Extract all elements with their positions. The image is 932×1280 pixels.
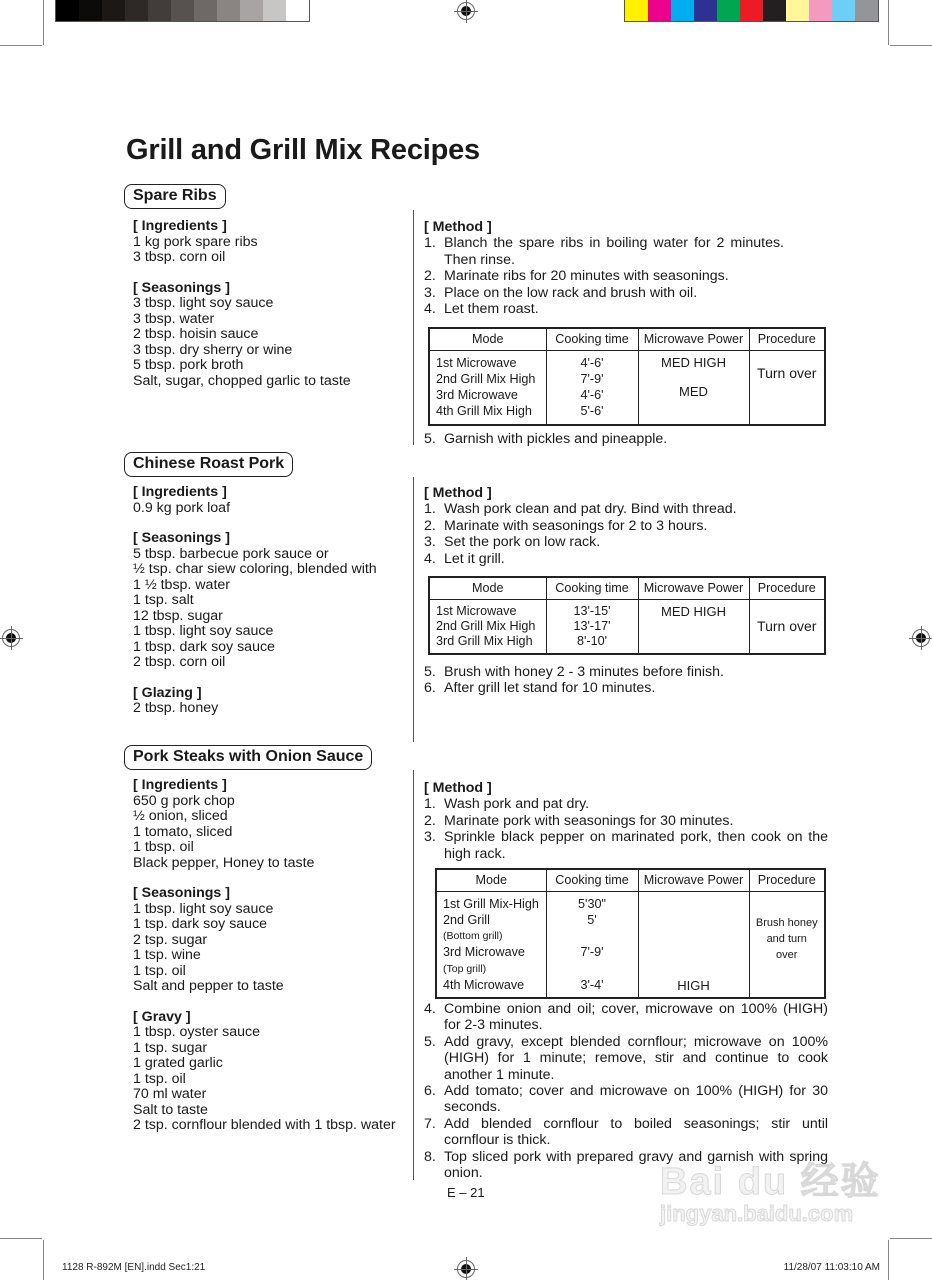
ingredient-item: 0.9 kg pork loaf: [133, 499, 231, 516]
crop-mark: [43, 1240, 44, 1280]
method-step: 1. Wash pork and pat dry.: [424, 796, 590, 813]
col-header-cooking-time: Cooking time: [546, 869, 638, 891]
col-header-procedure: Procedure: [749, 328, 825, 350]
ingredient-item: 1 tbsp. light soy sauce: [133, 623, 274, 639]
ingredient-item: 5 tbsp. barbecue pork sauce or: [133, 545, 329, 562]
cooking-table-pork-steaks: [435, 868, 826, 999]
method-heading: [ Method ]: [424, 485, 492, 501]
microwave-power-cell: MED HIGH MED: [638, 350, 749, 425]
column-divider: [413, 210, 414, 445]
chinese-roast-pork-method-after: [424, 664, 828, 697]
col-header-microwave-power: Microwave Power: [638, 577, 749, 599]
ingredient-item: 2 tsp. sugar: [133, 931, 208, 948]
spare-ribs-method: [424, 219, 828, 317]
registration-mark-icon: [457, 1260, 475, 1278]
method-step: 2. Marinate ribs for 20 minutes with seasonings.: [424, 268, 729, 285]
color-swatch: [763, 0, 786, 21]
recipe-title-spare-ribs: Spare Ribs: [124, 184, 226, 209]
cooking-time-cell: 13'-15' 13'-17' 8'-10': [546, 599, 638, 654]
crop-mark: [890, 1238, 932, 1239]
cooking-time-cell: 5'30" 5' 7'-9' 3'-4': [546, 891, 638, 998]
ingredient-item: 1 kg pork spare ribs: [133, 233, 258, 250]
color-swatch: [79, 0, 102, 21]
method-step: 5. Brush with honey 2 - 3 minutes before finish.: [424, 664, 724, 680]
section-heading: [ Gravy ]: [133, 1008, 191, 1025]
color-swatch: [717, 0, 740, 21]
color-swatch: [786, 0, 809, 21]
registration-mark-icon: [457, 2, 475, 20]
ingredient-item: 3 tbsp. corn oil: [133, 249, 226, 265]
method-step: 2. Marinate with seasonings for 2 to 3 hours.: [424, 517, 708, 534]
color-swatch: [809, 0, 832, 21]
method-step: 6. Add tomato; cover and microwave on 100% (HIGH) for 30 seconds.: [424, 1083, 828, 1116]
ingredient-item: Salt, sugar, chopped garlic to taste: [133, 372, 351, 389]
color-swatch: [240, 0, 263, 21]
crop-mark: [888, 1240, 889, 1280]
color-swatch: [148, 0, 171, 21]
cooking-table-chinese-roast-pork: [428, 576, 826, 655]
color-swatch: [194, 0, 217, 21]
pork-steaks-method: [424, 780, 828, 862]
method-step: 4. Let it grill.: [424, 550, 505, 567]
watermark-url: jingyan.baidu.com: [660, 1201, 854, 1226]
section-heading: [ Glazing ]: [133, 684, 202, 701]
cooking-table-spare-ribs: [428, 327, 826, 426]
ingredient-item: 1 ½ tbsp. water: [133, 576, 230, 593]
color-swatch: [648, 0, 671, 21]
ingredient-item: 1 tbsp. oil: [133, 839, 194, 855]
col-header-mode: Mode: [436, 869, 546, 891]
ingredient-item: Salt and pepper to taste: [133, 978, 284, 994]
color-swatch: [694, 0, 717, 21]
color-swatch: [125, 0, 148, 21]
ingredient-item: 3 tbsp. dry sherry or wine: [133, 341, 293, 358]
section-heading: [ Seasonings ]: [133, 530, 230, 546]
method-step: 3. Sprinkle black pepper on marinated pork, then cook on the high rack.: [424, 829, 828, 862]
recipe-title-chinese-roast-pork: Chinese Roast Pork: [124, 452, 293, 477]
cooking-time-cell: 4'-6' 7'-9' 4'-6' 5'-6': [546, 350, 638, 425]
color-swatch: [740, 0, 763, 21]
method-step: 5. Garnish with pickles and pineapple.: [424, 431, 668, 447]
ingredient-item: 3 tbsp. water: [133, 310, 215, 327]
method-heading: [ Method ]: [424, 219, 492, 235]
baidu-watermark: [660, 1150, 881, 1227]
section-heading: [ Seasonings ]: [133, 885, 230, 901]
color-swatch: [625, 0, 648, 21]
col-header-cooking-time: Cooking time: [546, 328, 638, 350]
method-step: 5. Add gravy, except blended cornflour; microwave on 100% (HIGH) for 1 minute; remove, stir and continue to cook another 1 minute.: [424, 1033, 828, 1083]
microwave-power-cell: HIGH: [638, 891, 749, 998]
column-divider: [413, 770, 414, 1180]
column-divider: [413, 477, 414, 742]
chinese-roast-pork-method: [424, 485, 828, 567]
watermark-brand: Bai du 经验: [660, 1161, 881, 1203]
method-step: 4. Let them roast.: [424, 301, 539, 318]
method-step: 3. Place on the low rack and brush with oil.: [424, 284, 698, 301]
ingredient-item: 1 tsp. dark soy sauce: [133, 916, 268, 932]
ingredient-item: 3 tbsp. light soy sauce: [133, 295, 274, 311]
ingredient-item: 650 g pork chop: [133, 792, 235, 809]
col-header-procedure: Procedure: [749, 577, 825, 599]
page-number: E – 21: [447, 1185, 485, 1200]
mode-cell: 1st Microwave 2nd Grill Mix High 3rd Microwave 4th Grill Mix High: [429, 350, 546, 425]
chinese-roast-pork-ingredients: [133, 485, 413, 717]
crop-mark: [0, 45, 42, 46]
ingredient-item: 5 tbsp. pork broth: [133, 357, 244, 373]
page-title: Grill and Grill Mix Recipes: [126, 134, 480, 166]
ingredient-item: 1 tomato, sliced: [133, 823, 233, 840]
ingredient-item: 1 tbsp. oyster sauce: [133, 1024, 260, 1040]
method-step: 8. Top sliced pork with prepared gravy and garnish with spring onion.: [424, 1148, 828, 1182]
spare-ribs-ingredients: [133, 219, 413, 389]
ingredient-item: 2 tbsp. honey: [133, 700, 219, 716]
method-step: 3. Set the pork on low rack.: [424, 534, 601, 551]
crop-mark: [890, 45, 932, 46]
recipe-title-pork-steaks: Pork Steaks with Onion Sauce: [124, 745, 372, 770]
ingredient-item: 12 tbsp. sugar: [133, 607, 223, 624]
color-swatch: [102, 0, 125, 21]
ingredient-item: 1 tsp. oil: [133, 962, 186, 979]
section-heading: [ Ingredients ]: [133, 484, 227, 500]
crop-mark: [888, 0, 889, 45]
col-header-procedure: Procedure: [749, 869, 825, 891]
registration-mark-icon: [2, 629, 20, 647]
method-heading: [ Method ]: [424, 780, 492, 796]
footer-timestamp: 11/28/07 11:03:10 AM: [783, 1262, 880, 1273]
col-header-mode: Mode: [429, 577, 546, 599]
ingredient-item: 1 grated garlic: [133, 1055, 223, 1071]
ingredient-item: ½ onion, sliced: [133, 808, 228, 824]
ingredient-item: ½ tsp. char siew coloring, blended with: [133, 561, 377, 577]
ingredient-item: 1 tbsp. dark soy sauce: [133, 638, 275, 655]
method-step: 2. Marinate pork with seasonings for 30 minutes.: [424, 812, 734, 829]
procedure-cell: Turn over: [749, 599, 825, 654]
ingredient-item: Salt to taste: [133, 1101, 208, 1118]
color-swatch: [855, 0, 878, 21]
color-swatch: [217, 0, 240, 21]
mode-cell: 1st Grill Mix-High 2nd Grill (Bottom grill) 3rd Microwave (Top grill) 4th Microwave: [436, 891, 546, 998]
ingredient-item: 2 tbsp. corn oil: [133, 654, 226, 670]
ingredient-item: 2 tsp. cornflour blended with 1 tbsp. water: [133, 1117, 396, 1133]
crop-mark: [0, 1238, 42, 1239]
color-swatch: [832, 0, 855, 21]
method-step: 1. Blanch the spare ribs in boiling water for 2 minutes. Then rinse.: [424, 235, 784, 268]
col-header-cooking-time: Cooking time: [546, 577, 638, 599]
ingredient-item: 1 tsp. sugar: [133, 1039, 208, 1056]
col-header-microwave-power: Microwave Power: [638, 869, 749, 891]
footer-file-info: 1128 R-892M [EN].indd Sec1:21: [62, 1262, 206, 1273]
ingredient-item: 1 tsp. oil: [133, 1070, 186, 1087]
col-header-microwave-power: Microwave Power: [638, 328, 749, 350]
method-step: 6. After grill let stand for 10 minutes.: [424, 680, 656, 697]
section-heading: [ Seasonings ]: [133, 279, 230, 296]
color-swatch: [671, 0, 694, 21]
method-step: 7. Add blended cornflour to boiled seasonings; stir until cornflour is thick.: [424, 1115, 828, 1149]
color-swatch: [286, 0, 309, 21]
section-heading: [ Ingredients ]: [133, 218, 227, 234]
col-header-mode: Mode: [429, 328, 546, 350]
ingredient-item: 1 tsp. salt: [133, 592, 194, 608]
ingredient-item: 70 ml water: [133, 1086, 207, 1102]
ingredient-item: 2 tbsp. hoisin sauce: [133, 326, 259, 342]
mode-cell: 1st Microwave 2nd Grill Mix High 3rd Grill Mix High: [429, 599, 546, 654]
grayscale-color-bar: [55, 0, 310, 22]
spare-ribs-method-after: [424, 431, 828, 447]
method-step: 1. Wash pork clean and pat dry. Bind with thread.: [424, 501, 737, 518]
ingredient-item: 1 tbsp. light soy sauce: [133, 900, 274, 917]
cmyk-color-bar: [624, 0, 879, 22]
section-heading: [ Ingredients ]: [133, 777, 227, 793]
crop-mark: [43, 0, 44, 45]
color-swatch: [56, 0, 79, 21]
procedure-cell: Brush honey and turn over: [749, 891, 825, 998]
pork-steaks-ingredients: [133, 778, 413, 1134]
registration-mark-icon: [912, 629, 930, 647]
procedure-cell: Turn over: [749, 350, 825, 425]
color-swatch: [263, 0, 286, 21]
ingredient-item: Black pepper, Honey to taste: [133, 854, 315, 871]
ingredient-item: 1 tsp. wine: [133, 947, 201, 963]
color-swatch: [171, 0, 194, 21]
microwave-power-cell: MED HIGH: [638, 599, 749, 654]
method-step: 4. Combine onion and oil; cover, microwave on 100% (HIGH) for 2-3 minutes.: [424, 1001, 828, 1034]
